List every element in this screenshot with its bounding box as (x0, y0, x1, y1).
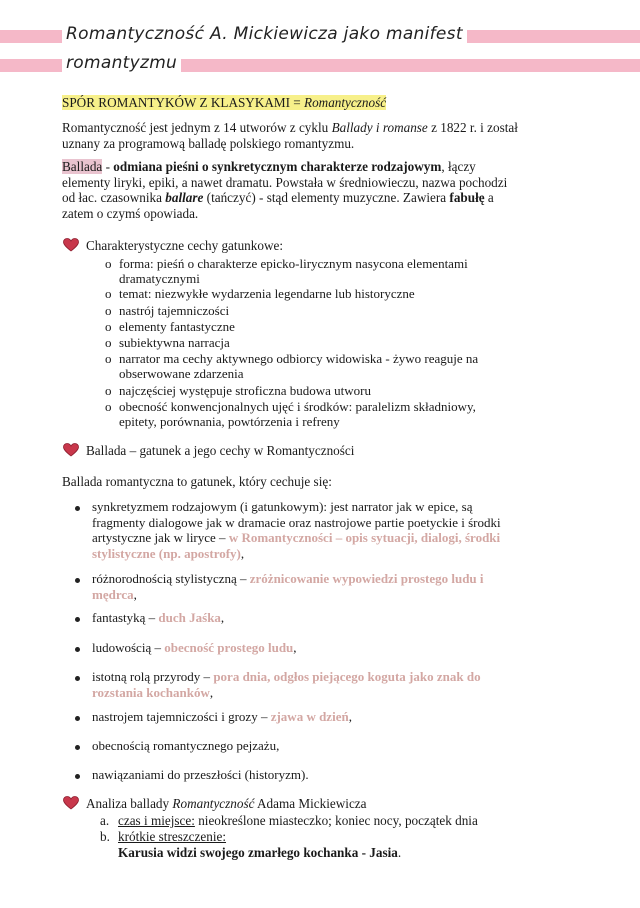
list-item: o nastrój tajemniczości (105, 302, 230, 318)
bullet-dot (75, 716, 80, 721)
bullet-item-historyzm: nawiązaniami do przeszłości (historyzm). (92, 767, 309, 782)
heart-icon (63, 796, 79, 810)
analysis-summary: Karusia widzi swojego zmarłego kochanka - Jasia. (118, 845, 402, 860)
heart-icon (63, 238, 79, 252)
page-title-line2: romantyzmu (62, 53, 181, 73)
list-item: o obecność konwencjonalnych ujęć i środków: paralelizm składniowy, epitety, porównania, powtórzenia i refreny (105, 398, 476, 429)
heart-icon (63, 443, 79, 457)
list-item: o temat: niezwykłe wydarzenia legendarne lub historyczne (105, 286, 415, 302)
bullet-item-synkretyzm: synkretyzmem rodzajowym (i gatunkowym): jest narrator jak w epice, są fragmenty dialogowe jak w dramacie oraz nastrojowe partie poetyckie i środki artystyczne jak w liryce – w Romantyczności – opis sytuacji, dialogi, środki stylistyczne (np. apostrofy), (92, 499, 501, 561)
ballada-definition: Ballada - odmiana pieśni o synkretycznym charakterze rodzajowym, łączy elementy liryki, epiki, a nawet dramatu. Powstała w średniowieczu, nazwa pochodzi od łac. czasownika ballare (tańczyć) - stąd elementy muzyczne. Zawiera fabułę a zatem o czymś opowiada. (62, 159, 508, 221)
bullet-dot (75, 617, 80, 622)
term-highlight: Ballada (62, 159, 103, 174)
bullet-dot (75, 676, 80, 681)
bullet-dot (75, 745, 80, 750)
bullet-item-ludowosc: ludowością – obecność prostego ludu, (92, 640, 297, 655)
bullet-item-fantastyka: fantastyką – duch Jaśka, (92, 610, 225, 625)
bullet-dot (75, 578, 80, 583)
list-item: o narrator ma cechy aktywnego odbiorcy widowiska - żywo reaguje na obserwowane zdarzenia (105, 351, 479, 382)
genre-intro: Ballada romantyczna to gatunek, który cechuje się: (62, 474, 332, 489)
bullet-item-przyroda: istotną rolą przyrody – pora dnia, odgłos piejącego koguta jako znak do rozstania kochanków, (92, 669, 481, 700)
page-title-line1: Romantyczność A. Mickiewicza jako manifest (62, 24, 467, 44)
list-item: o elementy fantastyczne (105, 318, 235, 334)
bullet-dot (75, 506, 80, 511)
bullet-dot (75, 647, 80, 652)
bullet-item-groza: nastrojem tajemniczości i grozy – zjawa w dzień, (92, 709, 352, 724)
analysis-heading: Analiza ballady Romantyczność Adama Mickiewicza (86, 796, 367, 811)
analysis-item-b: b. krótkie streszczenie: (100, 829, 227, 844)
analysis-item-a: a. czas i miejsce: nieokreślone miasteczko; koniec nocy, początek dnia (100, 813, 478, 828)
list-item: o najczęściej występuje stroficzna budowa utworu (105, 382, 371, 398)
list-item: o forma: pieśń o charakterze epicko-lirycznym nasycona elementami dramatycznymi (105, 256, 468, 287)
features-heading: Charakterystyczne cechy gatunkowe: (86, 238, 283, 253)
features-list (105, 256, 519, 429)
section-heading: SPÓR ROMANTYKÓW Z KLASYKAMI = Romantyczność (62, 95, 387, 110)
list-item: o subiektywna narracja (105, 334, 230, 350)
intro-paragraph: Romantyczność jest jednym z 14 utworów z cyklu Ballady i romanse z 1822 r. i został uznany za programową balladę polskiego romantyzmu. (62, 120, 518, 151)
bullet-item-stylistyka: różnorodnością stylistyczną – zróżnicowanie wypowiedzi prostego ludu i mędrca, (92, 571, 484, 602)
bullet-dot (75, 774, 80, 779)
bullet-item-pejzaz: obecnością romantycznego pejzażu, (92, 738, 280, 753)
genre-heading: Ballada – gatunek a jego cechy w Romantyczności (86, 443, 355, 458)
